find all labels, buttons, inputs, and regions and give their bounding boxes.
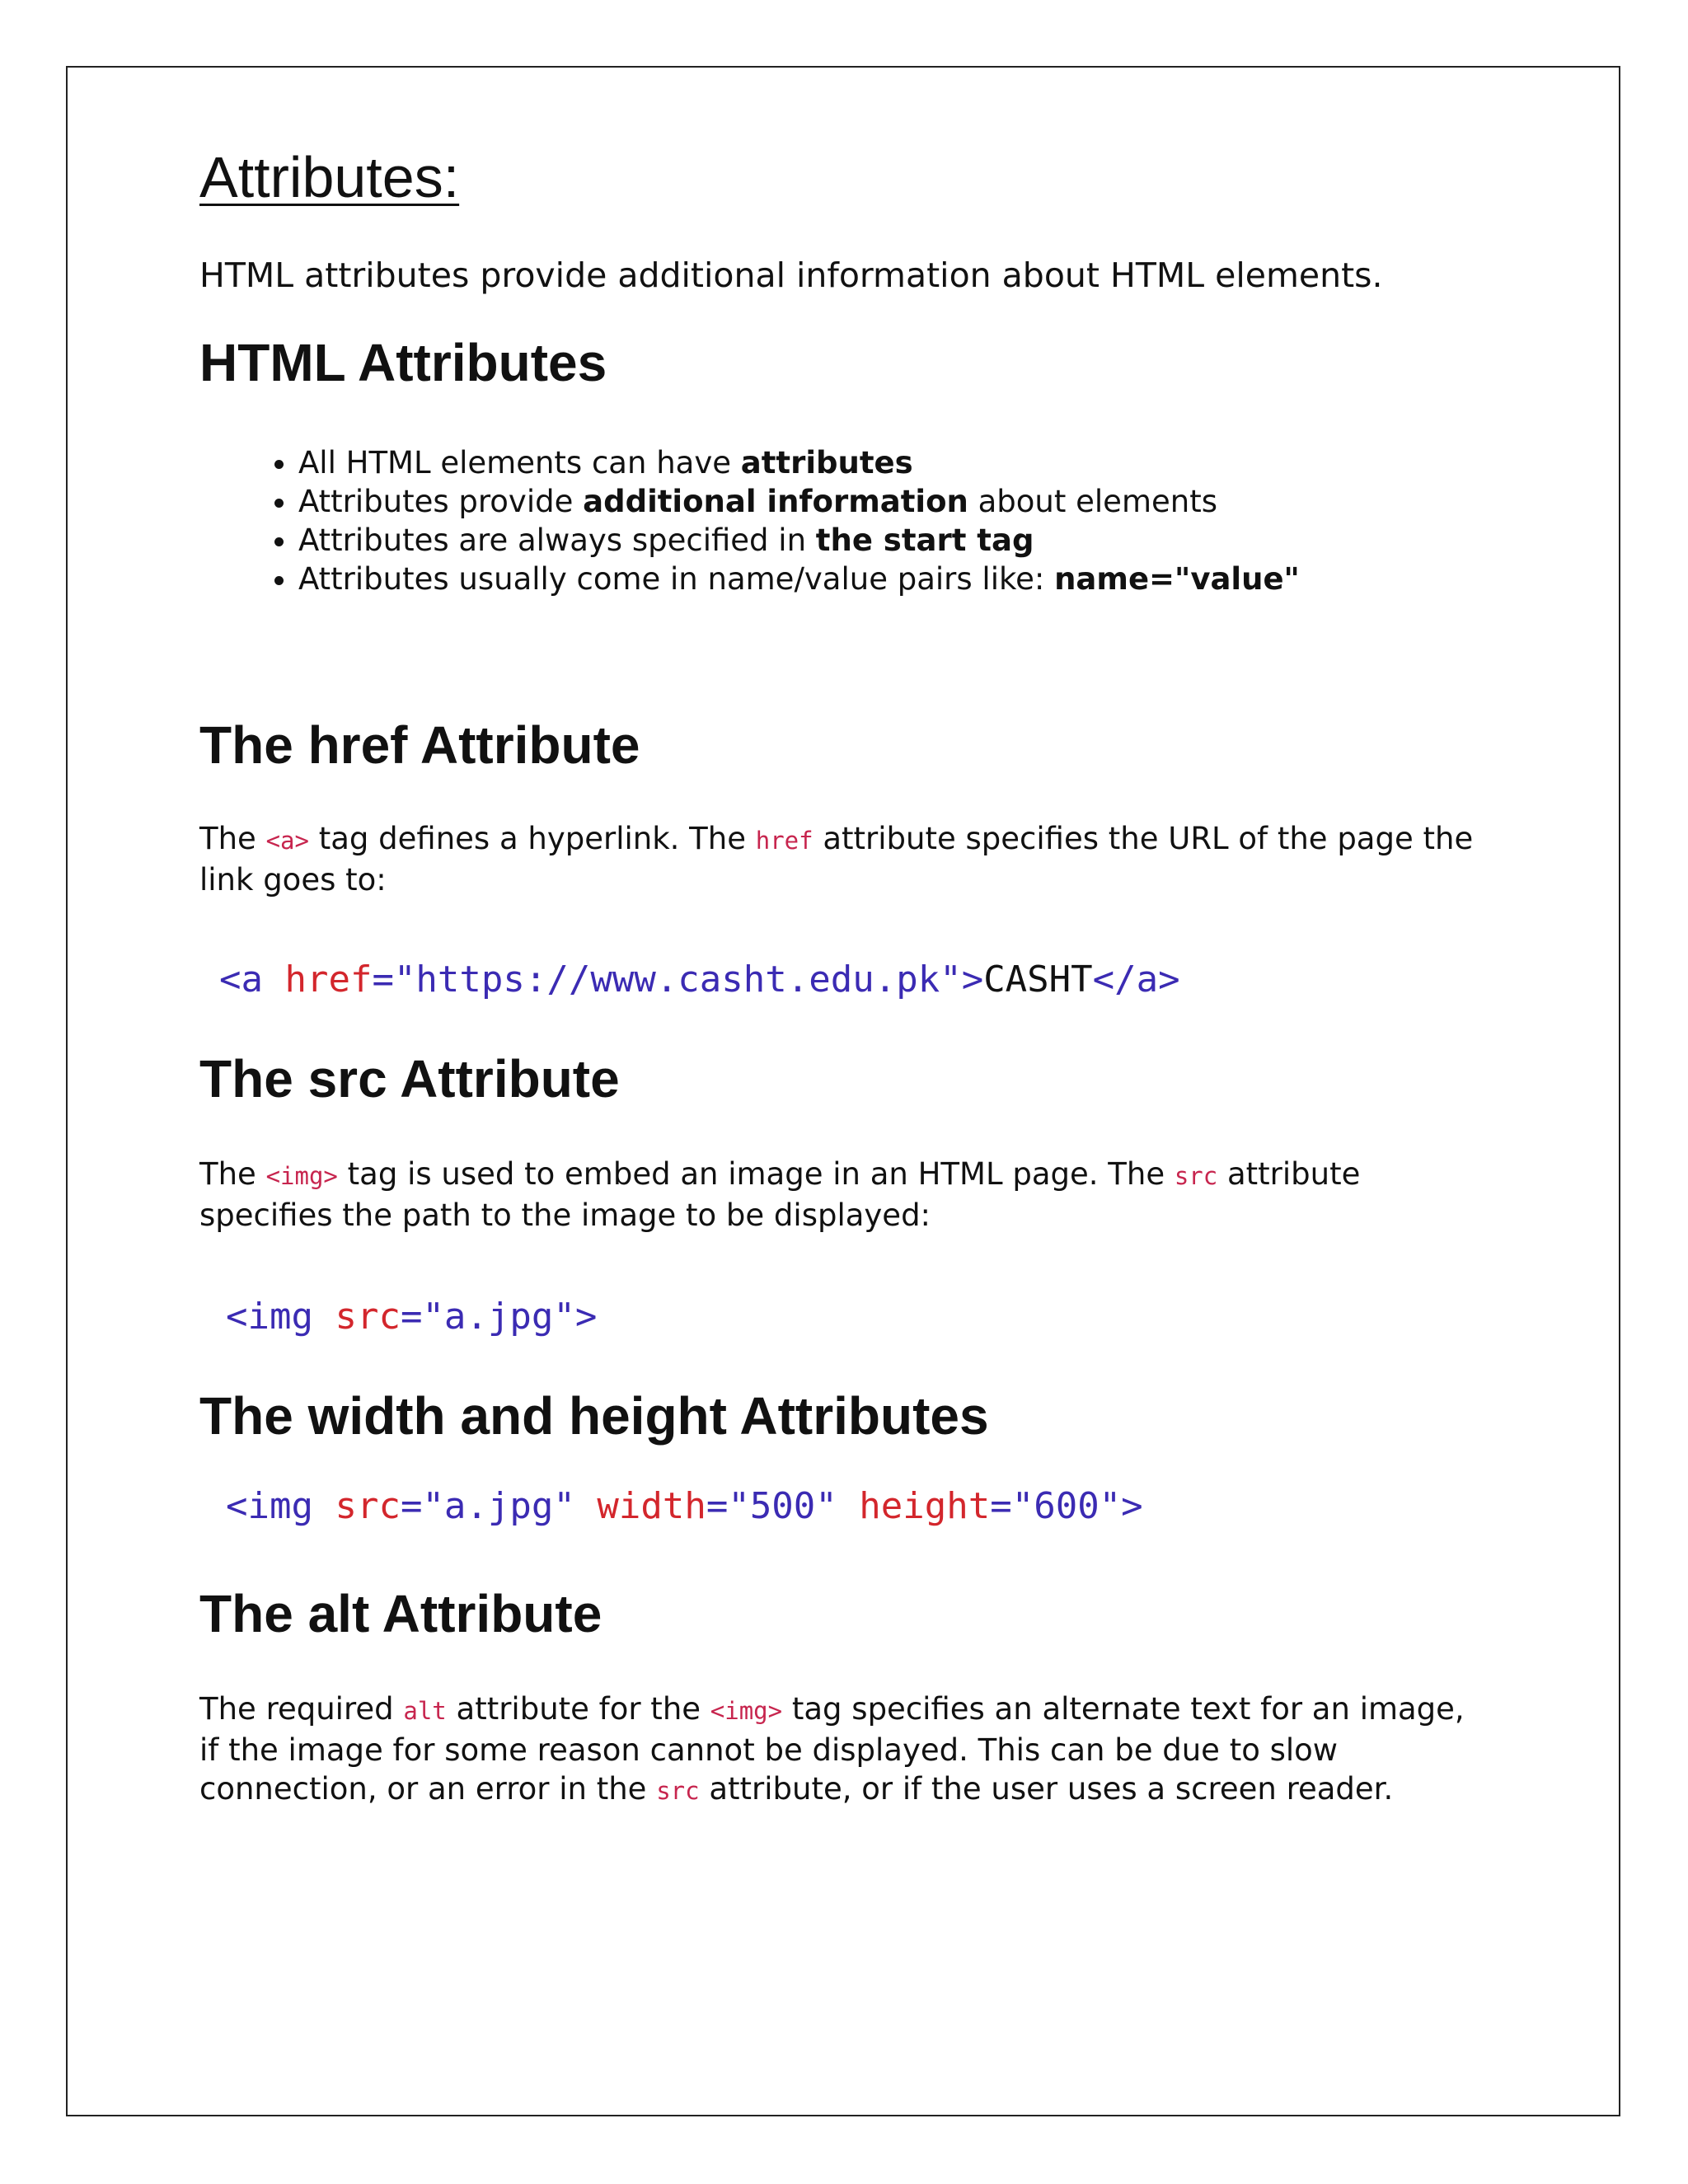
- list-item: • All HTML elements can have attributes: [298, 443, 1485, 482]
- intro-paragraph: HTML attributes provide additional information about HTML elements.: [199, 255, 1383, 295]
- alt-description: The required alt attribute for the <img> tag specifies an alternate text for an image, if the image for some reason cannot be displayed. This can be due to slow connection, or an error in the src attribute, or if the user uses a screen reader.: [199, 1691, 1465, 1807]
- href-code-example: <a href="https://www.casht.edu.pk">CASHT</a>: [219, 958, 1180, 1001]
- heading-src-attribute: The src Attribute: [199, 1049, 620, 1108]
- page-title: Attributes:: [199, 145, 460, 209]
- src-description: The <img> tag is used to embed an image in an HTML page. The src attribute specifies the path to the image to be displayed:: [199, 1156, 1361, 1233]
- heading-href-attribute: The href Attribute: [199, 715, 640, 775]
- list-item: • Attributes provide additional information about elements: [298, 482, 1485, 521]
- href-description: The <a> tag defines a hyperlink. The href attribute specifies the URL of the page the link goes to:: [199, 821, 1474, 898]
- document-content: [199, 140, 1485, 1811]
- heading-width-height-attributes: The width and height Attributes: [199, 1386, 989, 1446]
- attributes-bullet-list: [199, 443, 1485, 598]
- list-item: • Attributes are always specified in the start tag: [298, 521, 1485, 560]
- src-code-example: <img src="a.jpg">: [226, 1296, 598, 1338]
- heading-html-attributes: HTML Attributes: [199, 333, 607, 392]
- heading-alt-attribute: The alt Attribute: [199, 1584, 603, 1643]
- list-item: • Attributes usually come in name/value pairs like: name="value": [298, 560, 1485, 598]
- width-height-code-example: <img src="a.jpg" width="500" height="600">: [226, 1485, 1143, 1527]
